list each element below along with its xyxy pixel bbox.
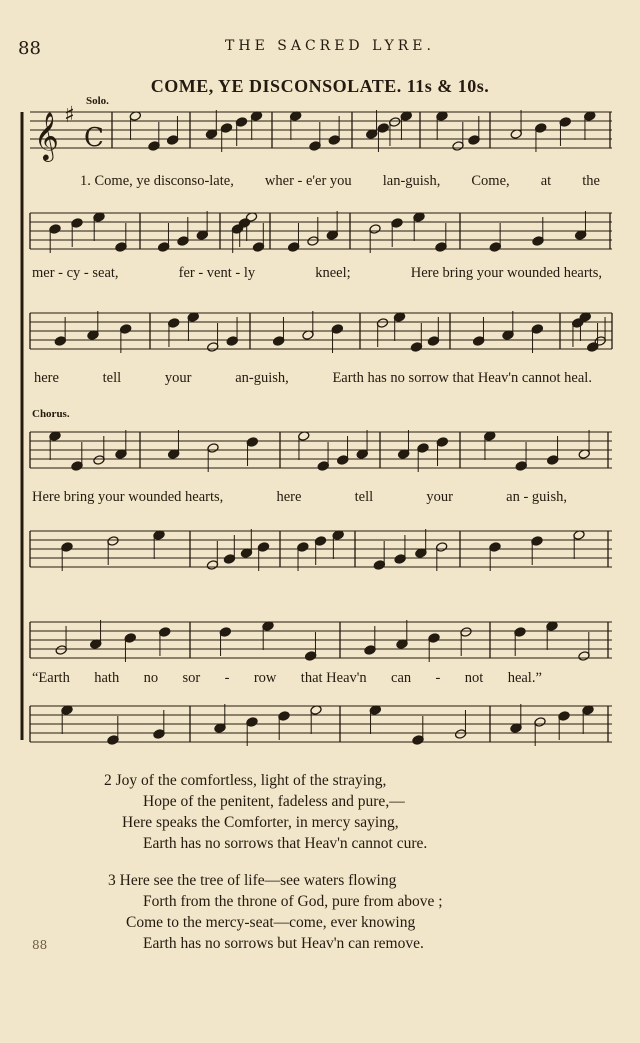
lyric-word: Earth has no sorrow that Heav'n cannot heal.	[332, 370, 592, 386]
footer-mark: 88	[32, 938, 48, 952]
lyric-line-2	[32, 265, 602, 282]
lyric-word: Here bring your wounded hearts,	[32, 489, 224, 505]
lyric-word: mer - cy - seat,	[32, 265, 119, 281]
common-time-icon: C	[84, 123, 104, 153]
lyric-word: row	[253, 670, 277, 686]
lyric-line-1	[80, 173, 600, 190]
lyric-word: here	[276, 489, 302, 505]
lyric-word: 1. Come, ye disconso-late,	[80, 173, 234, 189]
solo-label: Solo.	[86, 95, 109, 107]
lyric-word: not	[464, 670, 484, 686]
lyric-word: fer - vent - ly	[178, 265, 256, 281]
sharp-icon: ♯	[64, 103, 75, 128]
lyric-word: an-guish,	[235, 370, 289, 386]
lyric-word: lan-guish,	[382, 173, 441, 189]
verse-line: 2 Joy of the comfortless, light of the straying,	[104, 772, 387, 789]
lyric-word: can	[391, 670, 412, 686]
verse-line: Come to the mercy-seat—come, ever knowing	[126, 914, 416, 931]
lyric-word: here	[34, 370, 59, 386]
lyric-word: kneel;	[315, 265, 351, 281]
lyric-word: -	[224, 670, 230, 686]
lyric-word: “Earth	[32, 670, 70, 686]
lyric-word: that Heav'n	[300, 670, 367, 686]
running-head: THE SACRED LYRE.	[225, 38, 435, 54]
hymn-title: COME, YE DISCONSOLATE. 11s & 10s.	[150, 76, 490, 96]
lyric-word: your	[426, 489, 453, 505]
verse-line: Earth has no sorrows that Heav'n cannot cure.	[143, 835, 428, 852]
page-number: 88	[18, 38, 41, 59]
lyric-word: hath	[94, 670, 120, 686]
lyric-word: at	[540, 173, 552, 189]
lyric-word: sor	[182, 670, 201, 686]
verse-line: 3 Here see the tree of life—see waters flowing	[108, 872, 397, 889]
lyric-line-4	[32, 489, 567, 506]
verse-line: Here speaks the Comforter, in mercy saying,	[122, 814, 399, 831]
lyric-line-3	[34, 370, 592, 387]
chorus-label: Chorus.	[32, 408, 70, 420]
lyric-word: heal.”	[507, 670, 542, 686]
lyric-word: wher - e'er you	[264, 173, 352, 189]
lyric-line-5	[32, 670, 542, 687]
lyric-word: Come,	[471, 173, 510, 189]
verse-line: Forth from the throne of God, pure from above ;	[143, 893, 443, 910]
verse-line: Hope of the penitent, fadeless and pure,—	[143, 793, 405, 810]
lyric-word: no	[143, 670, 159, 686]
lyric-word: your	[164, 370, 192, 386]
lyric-word: an - guish,	[506, 489, 567, 505]
verse-line: Earth has no sorrows but Heav'n can remove.	[143, 935, 424, 952]
treble-clef-icon: 𝄞	[34, 111, 59, 160]
lyric-word: Here bring your wounded hearts,	[410, 265, 602, 281]
lyric-word: tell	[354, 489, 374, 505]
lyric-word: tell	[102, 370, 122, 386]
lyric-word: -	[435, 670, 441, 686]
lyric-word: the	[582, 173, 600, 189]
